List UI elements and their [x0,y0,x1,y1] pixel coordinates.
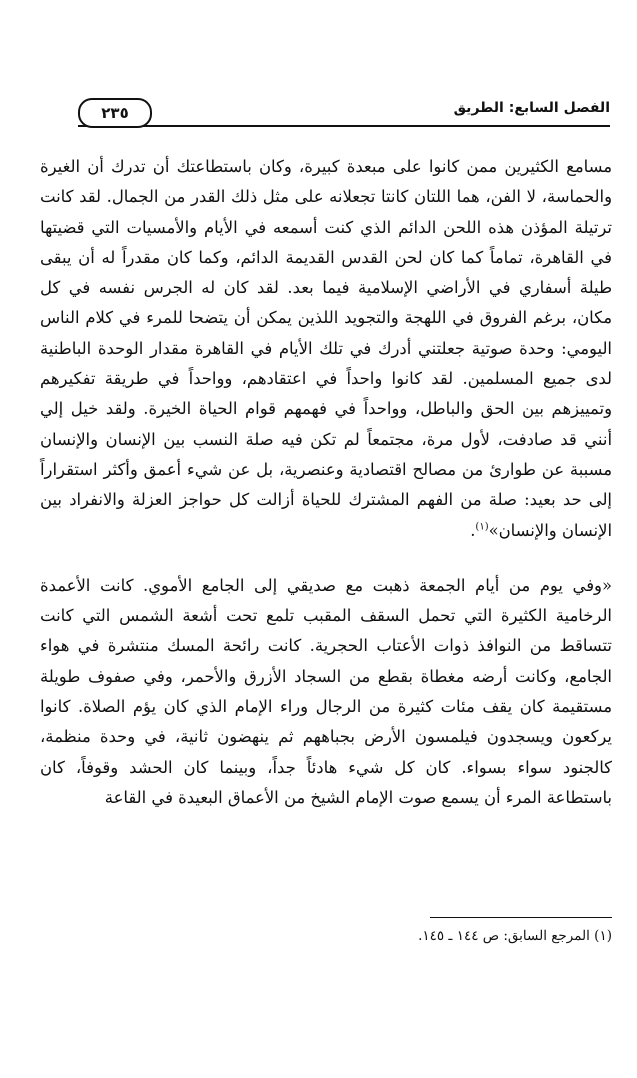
chapter-title: الفصل السابع: الطريق [453,100,610,116]
paragraph: «وفي يوم من أيام الجمعة ذهبت مع صديقي إلى الجامع الأموي. كانت الأعمدة الرخامية الكثيرة التي تحمل السقف المقبب تلمع تحت أشعة الشمس التي كانت تتساقط من النوافذ ذوات الأعتاب الحجرية. كانت رائحة المسك منتشرة في هواء الجامع، وكانت أرضه مغطاة بقطع من السجاد الأزرق والأحمر، وفي صفوف طويلة مستقيمة كان يقف مئات كثيرة من الرجال وراء الإمام الذي كان يؤم الصلاة. كانوا يركعون ويسجدون فيلمسون الأرض بجباههم ثم ينهضون ثانية، في وحدة منظمة، كالجنود سواء بسواء. كان كل شيء هادئاً جداً، وبينما كان الحشد وقوفاً، كان باستطاعة المرء أن يسمع صوت الإمام الشيخ من الأعماق البعيدة في القاعة [40,575,612,807]
footnote: (١) المرجع السابق: ص ١٤٤ ـ ١٤٥. [418,928,612,944]
footnote-divider [430,917,612,918]
paragraph-text: مسامع الكثيرين ممن كانوا على مبعدة كبيرة، وكان باستطاعتك أن تدرك أن الغيرة والحماسة، لا الفن، هما اللتان كانتا تجعلانه على مثل ذلك القدر من الجمال. لقد كانت ترتيلة المؤذن هذه اللحن الدائم الذي كنت أسمعه في الأيام والأمسيات التي قضيتها في القاهرة، تماماً كما كان لحن القدس القديمة الدائم، وكما كان مقدراً له أن يبقى طيلة أسفاري في الأراضي الإسلامية فيما بعد. لقد كان له الجرس نفسه في كل مكان، برغم الفروق في اللهجة والتجويد اللذين يمكن أن يتضحا للمرء في كلام الناس اليومي: وحدة صوتية جعلتني أدرك في تلك الأيام في القاهرة مقدار الوحدة الباطنية لدى جميع المسلمين. لقد كانوا واحداً في اعتقادهم، وواحداً في طريقة تفكيرهم وتمييزهم بين الحق والباطل، وواحداً في فهمهم قوام الحياة الخيرة. ولقد خيل إلي أنني قد صادفت، لأول مرة، مجتمعاً لم تكن فيه صلة النسب بين الإنسان والإنسان مسببة عن طوارئ من مصالح اقتصادية وعنصرية، بل عن شيء أعمق وأكثر استقراراً إلى حد بعيد: صلة من الفهم المشترك للحياة أزالت كل حواجز العزلة والانفراد بين الإنسان والإنسان» [40,157,612,540]
body-text [40,152,612,813]
header-rule [78,125,610,127]
paragraph-end: . [470,520,476,540]
paragraph [40,152,612,546]
page-number: ٢٣٥ [78,98,152,128]
footnote-reference: (١) [475,521,489,533]
page-header [78,96,610,130]
